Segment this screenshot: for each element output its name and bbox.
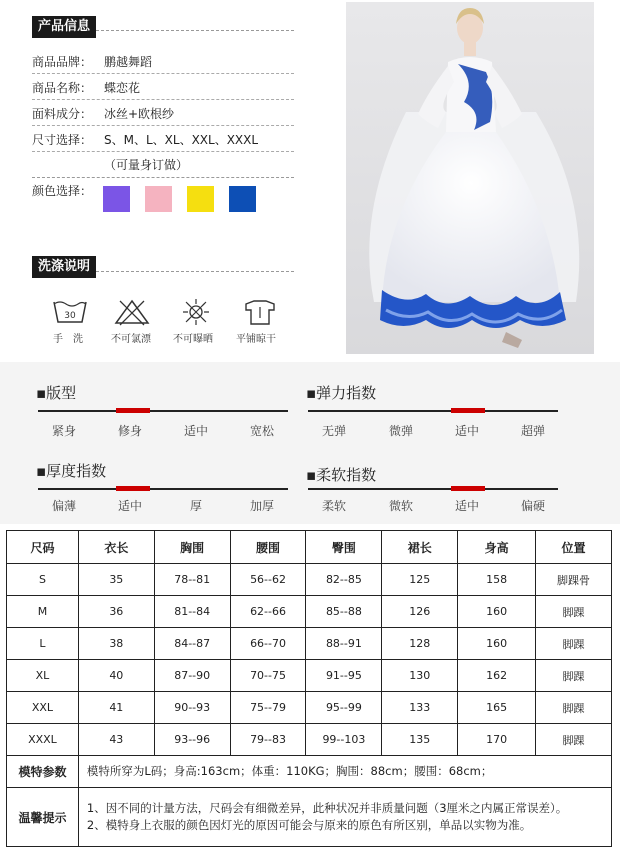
- column-header: 身高: [458, 531, 536, 564]
- table-cell: 84--87: [154, 628, 230, 660]
- table-row: [7, 596, 612, 628]
- column-header: 腰围: [230, 531, 306, 564]
- table-cell: 43: [78, 724, 154, 756]
- scale-track: [38, 488, 288, 490]
- scale-option: 适中: [455, 424, 480, 438]
- table-cell: 99--103: [306, 724, 382, 756]
- table-cell: L: [7, 628, 79, 660]
- product-info-header: 产品信息: [32, 16, 96, 38]
- table-cell: 95--99: [306, 692, 382, 724]
- table-cell: 66--70: [230, 628, 306, 660]
- info-label: 尺寸选择：: [32, 133, 93, 147]
- table-cell: 脚踝: [536, 596, 612, 628]
- hand-wash-30-icon: [46, 298, 94, 326]
- scale-option: 厚: [190, 499, 203, 513]
- table-cell: 82--85: [306, 564, 382, 596]
- table-cell: 脚踝: [536, 724, 612, 756]
- table-cell: 93--96: [154, 724, 230, 756]
- model-params-text: 模特所穿为L码；身高:163cm；体重：110KG；胸围：88cm；腰围：68cm；: [78, 756, 611, 788]
- table-row: [7, 724, 612, 756]
- tips-text: [78, 788, 611, 847]
- column-header: 尺码: [7, 531, 79, 564]
- info-label: 商品品牌：: [32, 55, 93, 69]
- scale-title: ▪柔软指数: [306, 466, 377, 484]
- table-cell: 130: [382, 660, 458, 692]
- table-cell: S: [7, 564, 79, 596]
- info-row-fabric: [32, 103, 294, 126]
- product-photo: [346, 2, 594, 354]
- table-cell: 165: [458, 692, 536, 724]
- tip-line: 1、因不同的计量方法，尺码会有细微差异，此种状况并非质量问题（3厘米之内属正常误差）。: [86, 801, 568, 815]
- custom-note: （可量身订做）: [104, 158, 189, 172]
- scale-option: 紧身: [52, 424, 77, 438]
- scale-selected-marker: [451, 486, 485, 491]
- table-cell: 脚踝骨: [536, 564, 612, 596]
- color-swatch-yellow[interactable]: [187, 186, 214, 212]
- info-row-name: [32, 77, 294, 100]
- info-row-brand: [32, 51, 294, 74]
- scale-option: 偏硬: [521, 499, 546, 513]
- table-cell: 81--84: [154, 596, 230, 628]
- table-cell: 41: [78, 692, 154, 724]
- header-divider: [96, 30, 294, 31]
- row-divider: [32, 177, 294, 178]
- info-label: 商品名称：: [32, 81, 93, 95]
- table-row: [7, 660, 612, 692]
- scale-selected-marker: [116, 408, 150, 413]
- table-row: [7, 692, 612, 724]
- table-cell: 160: [458, 596, 536, 628]
- table-header-row: [7, 531, 612, 564]
- scale-option: 柔软: [322, 499, 347, 513]
- info-value: S、M、L、XL、XXL、XXXL: [104, 133, 259, 147]
- scale-option: 微软: [389, 499, 414, 513]
- care-label: 不可曝晒: [173, 334, 213, 345]
- washing-header: 洗涤说明: [32, 256, 96, 278]
- scale-option: 无弹: [322, 424, 347, 438]
- table-cell: 35: [78, 564, 154, 596]
- scale-track: [308, 488, 558, 490]
- table-cell: 170: [458, 724, 536, 756]
- table-cell: 128: [382, 628, 458, 660]
- table-cell: 38: [78, 628, 154, 660]
- table-cell: 158: [458, 564, 536, 596]
- table-cell: 87--90: [154, 660, 230, 692]
- table-cell: 脚踝: [536, 660, 612, 692]
- scale-option: 适中: [184, 424, 209, 438]
- no-bleach-icon: [108, 298, 156, 326]
- table-row: [7, 564, 612, 596]
- table-cell: 162: [458, 660, 536, 692]
- tips-label: 温馨提示: [7, 788, 79, 847]
- table-cell: M: [7, 596, 79, 628]
- table-cell: 75--79: [230, 692, 306, 724]
- table-cell: 91--95: [306, 660, 382, 692]
- flat-dry-icon: [236, 298, 284, 326]
- table-cell: 40: [78, 660, 154, 692]
- column-header: 位置: [536, 531, 612, 564]
- scale-option: 偏薄: [52, 499, 77, 513]
- column-header: 胸围: [154, 531, 230, 564]
- scale-selected-marker: [451, 408, 485, 413]
- scale-option: 修身: [118, 424, 143, 438]
- scale-option: 微弹: [389, 424, 414, 438]
- model-params-row: [7, 756, 612, 788]
- table-cell: 90--93: [154, 692, 230, 724]
- color-swatch-purple[interactable]: [103, 186, 130, 212]
- column-header: 衣长: [78, 531, 154, 564]
- dress-illustration: [346, 2, 594, 354]
- scale-option: 加厚: [250, 499, 275, 513]
- tips-row: [7, 788, 612, 847]
- table-cell: XXL: [7, 692, 79, 724]
- column-header: 臀围: [306, 531, 382, 564]
- scale-option: 超弹: [521, 424, 546, 438]
- color-swatch-blue[interactable]: [229, 186, 256, 212]
- table-cell: XXXL: [7, 724, 79, 756]
- info-value: 冰丝+欧根纱: [104, 107, 175, 121]
- header-divider: [96, 271, 294, 272]
- table-row: [7, 628, 612, 660]
- color-swatch-pink[interactable]: [145, 186, 172, 212]
- info-value: 蝶恋花: [104, 81, 141, 95]
- column-header: 裙长: [382, 531, 458, 564]
- table-cell: 85--88: [306, 596, 382, 628]
- table-cell: 脚踝: [536, 628, 612, 660]
- table-cell: 126: [382, 596, 458, 628]
- table-cell: XL: [7, 660, 79, 692]
- table-cell: 62--66: [230, 596, 306, 628]
- care-label: 手 洗: [53, 334, 83, 345]
- scale-selected-marker: [116, 486, 150, 491]
- table-cell: 79--83: [230, 724, 306, 756]
- table-cell: 脚踝: [536, 692, 612, 724]
- scale-track: [308, 410, 558, 412]
- scale-title: ▪版型: [36, 384, 77, 402]
- model-params-label: 模特参数: [7, 756, 79, 788]
- color-label: 颜色选择：: [32, 184, 93, 198]
- scale-option: 适中: [118, 499, 143, 513]
- table-cell: 56--62: [230, 564, 306, 596]
- care-label: 不可氯漂: [111, 334, 151, 345]
- table-cell: 36: [78, 596, 154, 628]
- size-table: [6, 530, 612, 847]
- table-cell: 133: [382, 692, 458, 724]
- info-label: 面料成分：: [32, 107, 93, 121]
- info-value: 鹏越舞蹈: [104, 55, 153, 69]
- table-cell: 88--91: [306, 628, 382, 660]
- table-cell: 125: [382, 564, 458, 596]
- info-row-sizes: [32, 129, 294, 152]
- table-cell: 160: [458, 628, 536, 660]
- scale-title: ▪厚度指数: [36, 462, 107, 480]
- scale-option: 适中: [455, 499, 480, 513]
- scale-title: ▪弹力指数: [306, 384, 377, 402]
- care-label: 平铺晾干: [236, 334, 276, 345]
- table-cell: 135: [382, 724, 458, 756]
- tip-line: 2、模特身上衣服的颜色因灯光的原因可能会与原来的原色有所区别，单品以实物为准。: [86, 818, 532, 832]
- scale-track: [38, 410, 288, 412]
- scale-option: 宽松: [250, 424, 275, 438]
- wash-temp: 30: [64, 311, 76, 321]
- no-sun-dry-icon: [172, 298, 220, 326]
- table-cell: 70--75: [230, 660, 306, 692]
- table-cell: 78--81: [154, 564, 230, 596]
